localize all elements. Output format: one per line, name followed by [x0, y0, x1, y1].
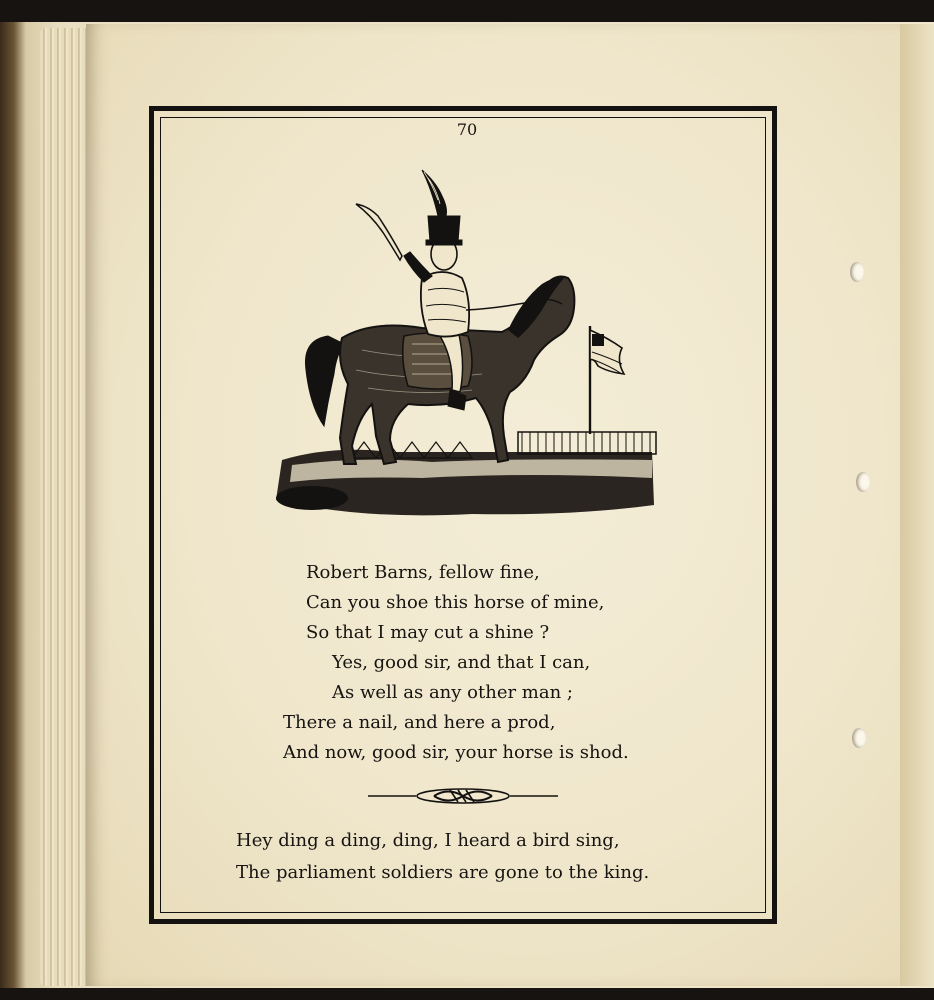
woodcut-illustration	[272, 160, 664, 522]
poem-line: Robert Barns, fellow fine,	[306, 562, 540, 583]
poem-line: There a nail, and here a prod,	[283, 712, 556, 733]
binding-hole	[856, 472, 870, 492]
poem-line: And now, good sir, your horse is shod.	[283, 742, 629, 763]
page-number: 70	[456, 120, 478, 139]
poem-line: Can you shoe this horse of mine,	[306, 592, 605, 613]
poem-line: Hey ding a ding, ding, I heard a bird sing,	[236, 830, 620, 851]
poem-line: As well as any other man ;	[332, 682, 573, 703]
poem-line: Yes, good sir, and that I can,	[332, 652, 591, 673]
poem-line: So that I may cut a shine ?	[306, 622, 550, 643]
binding-hole	[850, 262, 864, 282]
next-page-edge	[900, 24, 934, 986]
poem-line: The parliament soldiers are gone to the king.	[236, 862, 650, 883]
binding-hole	[852, 728, 866, 748]
ornament-divider	[368, 785, 558, 807]
